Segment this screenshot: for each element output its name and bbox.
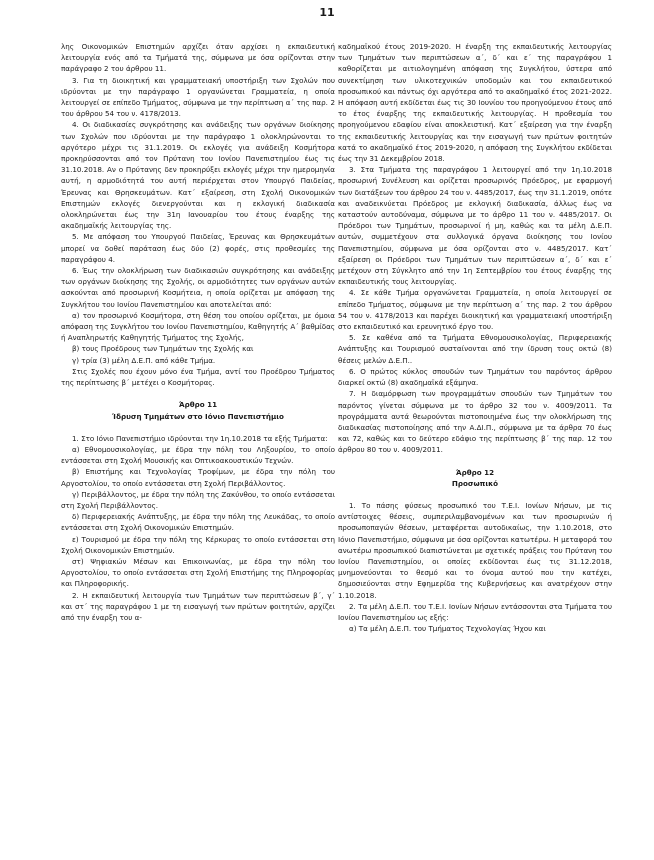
- paragraph: 6. Ο πρώτος κύκλος σπουδών των Τμημάτων του παρόντος άρθρου διαρκεί οκτώ (8) ακαδημαϊκά εξάμηνα.: [338, 366, 612, 388]
- paragraph: 5. Με απόφαση του Υπουργού Παιδείας, Έρευνας και Θρησκευμάτων μπορεί να δοθεί παράταση έως δύο (2) φορές, στις προθεσμίες της παραγράφου 4.: [61, 232, 335, 264]
- left-column: [61, 41, 335, 623]
- paragraph: λης Οικονομικών Επιστημών αρχίζει όταν αρχίσει η εκπαιδευτική λειτουργία ενός από τα Τμήματά της, σύμφωνα με όσα ορίζονται στην παράγραφο 2 του άρθρου 11.: [61, 42, 335, 74]
- paragraph: 3. Στα Τμήματα της παραγράφου 1 λειτουργεί από την 1η.10.2018 προσωρινή Συνέλευση και ορίζεται προσωρινός Πρόεδρος, με εφαρμογή των διατάξεων του άρθρου 24 του ν. 4485/2017, έως την 31.1.2019, οπότε και αναδεικνύεται Πρόεδρος με εκλογική διαδικασία, άλλως έως να καταστούν αυτοδύναμα, σύμφωνα με το άρθρο 11 του ν. 4485/2017. Οι Πρόεδροι των Τμημάτων, προσωρινοί ή μη, καθώς και τα μέλη Δ.Ε.Π. αυτών, συμμετέχουν στα συλλογικά όργανα διοίκησης του Ιονίου Πανεπιστημίου, σύμφωνα με όσα ορίζονται στο ν. 4485/2017. Κατ΄ εξαίρεση οι Πρόεδροι των Τμημάτων των περιπτώσεων α΄, δ΄ και ε΄ μετέχουν στη Σύγκλητο από την 1η Σεπτεμβρίου του έτους έναρξης της εκπαιδευτικής τους λειτουργίας.: [338, 165, 612, 287]
- paragraph: ε) Τουρισμού με έδρα την πόλη της Κέρκυρας το οποίο εντάσσεται στη Σχολή Οικονομικών Επιστημών.: [61, 534, 335, 555]
- paragraph: καδημαϊκού έτους 2019-2020. Η έναρξη της εκπαιδευτικής λειτουργίας των Τμημάτων των περιπτώσεων α΄, δ΄ και ε΄ της παραγράφου 1 καθορίζεται με αιτιολογημένη απόφαση της Συγκλήτου, ύστερα από συνεκτίμηση των υλικοτεχνικών υποδομών και του εκπαιδευτικού προσωπικού και πάντως όχι αργότερα από το ακαδημαϊκό έτος 2021-2022. Η απόφαση αυτή εκδίδεται έως τις 30 Ιουνίου του προηγούμενου έτους από το έτος έναρξης της εκπαιδευτικής λειτουργίας. Η προθεσμία του προηγούμενου εδαφίου είναι αποκλειστική. Κατ΄ εξαίρεση για την έναρξη της εκπαιδευτικής λειτουργίας και την εισαγωγή των πρώτων φοιτητών κατά το ακαδημαϊκό έτος 2019-2020, η απόφαση της Συγκλήτου εκδίδεται έως την 31 Δεκεμβρίου 2018.: [338, 42, 612, 164]
- article-heading: Άρθρο 11: [178, 400, 218, 410]
- paragraph: 4. Σε κάθε Τμήμα οργανώνεται Γραμματεία, η οποία λειτουργεί σε επίπεδο Τμήματος, σύμφωνα με την περίπτωση α΄ της παρ. 2 του άρθρου 54 του ν. 4178/2013 και παρέχει διοικητική και γραμματειακή υποστήριξη στο εκπαιδευτικό και ερευνητικό έργο του.: [338, 288, 612, 332]
- paragraph: δ) Περιφερειακής Ανάπτυξης, με έδρα την πόλη της Λευκάδας, το οποίο εντάσσεται στη Σχολή Οικονομικών Επιστημών.: [61, 512, 335, 533]
- spacer: [61, 422, 335, 433]
- paragraph: 2. Τα μέλη Δ.Ε.Π. του Τ.Ε.Ι. Ιονίων Νήσων εντάσσονται στα Τμήματα του Ιονίου Πανεπιστημίου ως εξής:: [338, 601, 612, 622]
- paragraph: γ) τρία (3) μέλη Δ.Ε.Π. από κάθε Τμήμα.: [72, 355, 216, 365]
- right-column: [338, 41, 612, 634]
- paragraph: α) Εθνομουσικολογίας, με έδρα την πόλη του Ληξουρίου, το οποίο εντάσσεται στη Σχολή Μουσικής και Οπτικοακουστικών Τεχνών.: [61, 444, 335, 466]
- spacer: [61, 388, 335, 399]
- paragraph: β) τους Προέδρους των Τμημάτων της Σχολής και: [72, 344, 254, 354]
- paragraph: Στις Σχολές που έχουν μόνο ένα Τμήμα, αντί του Προέδρου Τμήματος της περίπτωσης β΄ μετέχει ο Κοσμήτορας.: [61, 366, 335, 388]
- paragraph: 6. Έως την ολοκλήρωση των διαδικασιών συγκρότησης και ανάδειξης των οργάνων διοίκησης της Σχολής, οι αρμοδιότητες των οργάνων αυτών ασκούνται από προσωρινή Κοσμήτεια, η οποία ορίζεται με απόφαση της Συγκλήτου του Ιονίου Πανεπιστημίου και αποτελείται από:: [61, 266, 335, 309]
- paragraph: 2. Η εκπαιδευτική λειτουργία των Τμημάτων των περιπτώσεων β΄, γ΄ και στ΄ της παραγράφου 1 με τη εισαγωγή των πρώτων φοιτητών, αρχίζει από την έναρξη του α-: [61, 590, 335, 622]
- article-heading: Άρθρο 12: [455, 467, 495, 477]
- paragraph: 1. Το πάσης φύσεως προσωπικό του Τ.Ε.Ι. Ιονίων Νήσων, με τις αντίστοιχες θέσεις, συμπεριλαμβανομένων και των προσωρινών ή προσωποπαγών θέσεων, μεταφέρεται αυτοδικαίως, την 1.10.2018, στο Ιόνιο Πανεπιστήμιο, σύμφωνα με όσα ορίζονται κατωτέρω. Η μεταφορά του ανωτέρω προσωπικού διαπιστώνεται με σχετικές πράξεις του Πρύτανη του Ιονίου Πανεπιστημίου, οι οποίες εκδίδονται έως τις 31.12.2018, μνημονεύονται το θεσμό και το όνομα αυτού που την κατέχει, δημοσιεύονται στην Εφημερίδα της Κυβερνήσεως και ανατρέχουν στην 1.10.2018.: [338, 500, 612, 600]
- article-heading: Προσωπικό: [451, 478, 499, 488]
- paragraph: στ) Ψηφιακών Μέσων και Επικοινωνίας, με έδρα την πόλη του Αργοστολίου, το οποίο εντάσσεται στη Σχολή Επιστήμης της Πληροφορίας και Πληροφορικής.: [61, 556, 335, 589]
- paragraph: 7. Η διαμόρφωση των προγραμμάτων σπουδών των Τμημάτων του παρόντος γίνεται σύμφωνα με το άρθρο 32 του ν. 4009/2011. Τα προγράμματα αυτά θεωρούνται πιστοποιημένα έως την ολοκλήρωση της διαδικασίας πιστοποίησης από την Α.ΔΙ.Π., σύμφωνα με τα άρθρα 70 έως και 72, καθώς και το δεύτερο εδάφιο της περίπτωσης β΄ της παρ. 12 του άρθρου 80 του ν. 4009/2011.: [338, 389, 612, 455]
- paragraph: 1. Στο Ιόνιο Πανεπιστήμιο ιδρύονται την 1η.10.2018 τα εξής Τμήματα:: [72, 433, 328, 443]
- paragraph: γ) Περιβάλλοντος, με έδρα την πόλη της Ζακύνθου, το οποίο εντάσσεται στη Σχολή Περιβάλλοντος.: [61, 489, 335, 510]
- paragraph: β) Επιστήμης και Τεχνολογίας Τροφίμων, με έδρα την πόλη του Αργοστολίου, το οποίο εντάσσεται στη Σχολή Περιβάλλοντος.: [61, 467, 335, 488]
- paragraph: 3. Για τη διοικητική και γραμματειακή υποστήριξη των Σχολών που ιδρύονται με την παράγραφο 1 οργανώνεται Γραμματεία, η οποία λειτουργεί σε επίπεδο Τμήματος, σύμφωνα με την περίπτωση α΄ της παρ. 2 του άρθρου 54 του ν. 4178/2013.: [61, 75, 335, 119]
- paragraph: α) Τα μέλη Δ.Ε.Π. του Τμήματος Τεχνολογίας Ήχου και: [349, 624, 546, 634]
- paragraph: 5. Σε καθένα από τα Τμήματα Εθνομουσικολογίας, Περιφερειακής Ανάπτυξης και Τουρισμού συσταίνονται από την ίδρυση τους οκτώ (8) θέσεις μελών Δ.Ε.Π..: [338, 333, 612, 365]
- spacer: [338, 489, 612, 500]
- article-heading: Ίδρυση Τμημάτων στο Ιόνιο Πανεπιστήμιο: [112, 411, 284, 421]
- spacer: [338, 456, 612, 467]
- paragraph: 4. Οι διαδικασίες συγκρότησης και ανάδειξης των οργάνων διοίκησης των Σχολών που ιδρύονται με την παράγραφο 1 ολοκληρώνονται το αργότερο μέχρι τις 31.1.2019. Οι εκλογές για ανάδειξη Κοσμήτορα προκηρύσσονται από τον Πρύτανη του Ιονίου Πανεπιστημίου έως τις 31.10.2018. Αν ο Πρύτανης δεν προκηρύξει εκλογές μέχρι την ημερομηνία αυτή, η αρμοδιότητά του αυτή περιέρχεται στον Υπουργό Παιδείας, Έρευνας και Θρησκευμάτων. Κατ΄ εξαίρεση, στη Σχολή Οικονομικών Επιστημών εκλογές διενεργούνται και η εκλογική διαδικασία ολοκληρώνεται έως την 31η Ιανουαρίου του έτους έναρξης της ακαδημαϊκής λειτουργίας της.: [61, 120, 335, 231]
- page-number: 11: [319, 6, 335, 19]
- paragraph: α) τον προσωρινό Κοσμήτορα, στη θέση του οποίου ορίζεται, με όμοια απόφαση της Συγκλήτου του Ιονίου Πανεπιστημίου, Καθηγητής Α΄ βαθμίδας ή Αναπληρωτής Καθηγητής Τμήματος της Σχολής,: [61, 310, 335, 343]
